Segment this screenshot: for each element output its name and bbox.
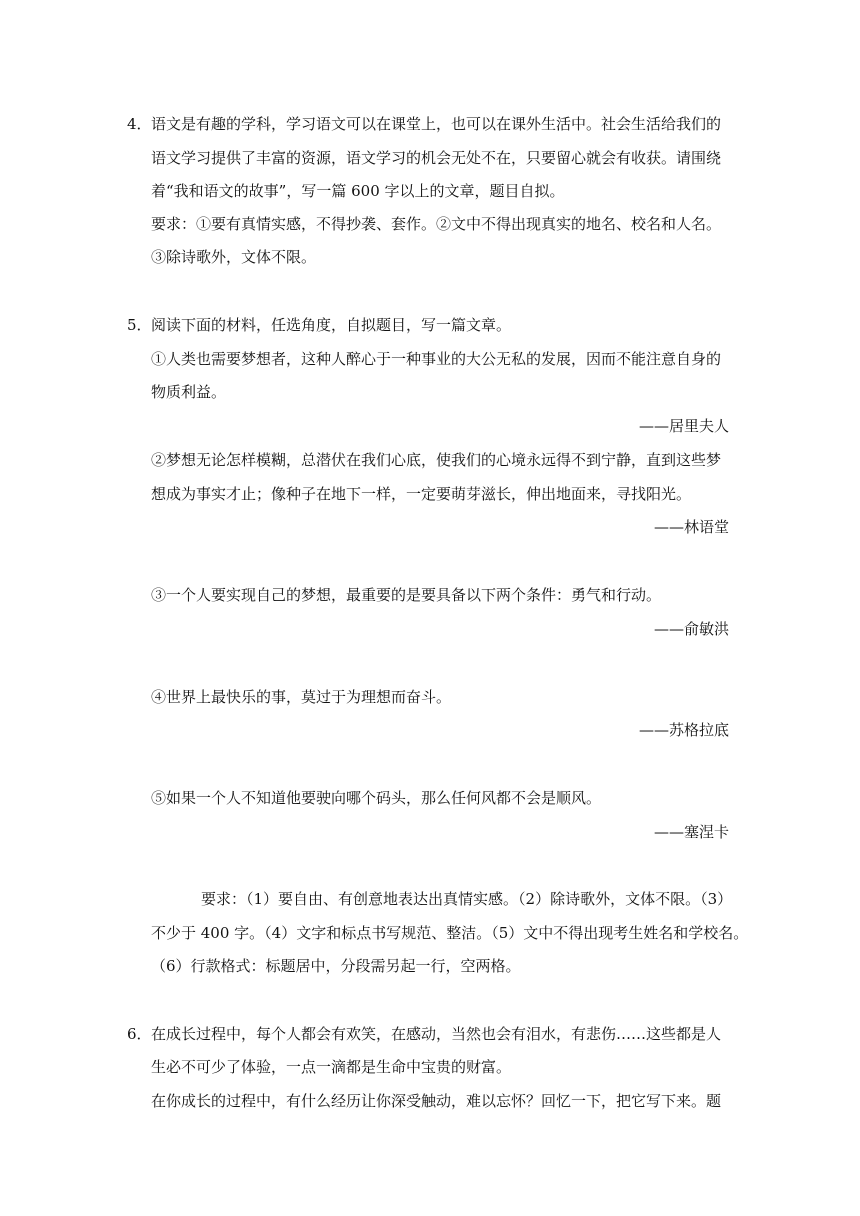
text-line: 生必不可少了体验，一点一滴都是生命中宝贵的财富。	[151, 1058, 512, 1076]
text-line: 语文是有趣的学科，学习语文可以在课堂上，也可以在课外生活中。社会生活给我们的	[151, 115, 722, 133]
question-intro: 阅读下面的材料，任选角度，自拟题目，写一篇文章。	[151, 316, 512, 334]
question-number: 6．	[127, 1025, 152, 1043]
quote-line: 想成为事实才止；像种子在地下一样，一定要萌芽滋长，伸出地面来，寻找阳光。	[151, 485, 692, 503]
quote-line: ②梦想无论怎样模糊，总潜伏在我们心底，使我们的心境永远得不到宁静，直到这些梦	[151, 451, 722, 469]
text-line: 语文学习提供了丰富的资源，语文学习的机会无处不在，只要留心就会有收获。请围绕	[151, 149, 722, 167]
quote-author: ——林语堂	[653, 518, 729, 536]
text-line: 着“我和语文的故事”，写一篇 600 字以上的文章，题目自拟。	[151, 182, 565, 200]
quote-author: ——苏格拉底	[638, 721, 729, 739]
requirements-line: 要求：（1）要自由、有创意地表达出真情实感。（2）除诗歌外，文体不限。（3）	[201, 890, 733, 908]
quote-author: ——塞涅卡	[653, 823, 729, 841]
quote-author: ——俞敏洪	[653, 620, 729, 638]
quote-line: ①人类也需要梦想者，这种人醉心于一种事业的大公无私的发展，因而不能注意自身的	[151, 350, 722, 368]
quote-line: 物质利益。	[151, 383, 227, 401]
question-number: 4．	[127, 115, 152, 133]
quote-line: ④世界上最快乐的事，莫过于为理想而奋斗。	[151, 688, 452, 706]
question-number: 5．	[127, 316, 152, 334]
text-line: 在你成长的过程中，有什么经历让你深受触动，难以忘怀？回忆一下，把它写下来。题	[151, 1092, 722, 1110]
quote-line: ③一个人要实现自己的梦想，最重要的是要具备以下两个条件：勇气和行动。	[151, 586, 662, 604]
text-line: 在成长过程中，每个人都会有欢笑，在感动，当然也会有泪水，有悲伤……这些都是人	[151, 1025, 722, 1043]
text-line: 要求：①要有真情实感，不得抄袭、套作。②文中不得出现真实的地名、校名和人名。	[151, 215, 722, 233]
quote-author: ——居里夫人	[638, 417, 729, 435]
requirements-line: （6）行款格式：标题居中，分段需另起一行，空两格。	[151, 957, 521, 975]
text-line: ③除诗歌外，文体不限。	[151, 248, 317, 266]
quote-line: ⑤如果一个人不知道他要驶向哪个码头，那么任何风都不会是顺风。	[151, 789, 602, 807]
requirements-line: 不少于 400 字。（4）文字和标点书写规范、整洁。（5）文中不得出现考生姓名和学校名。	[151, 924, 749, 942]
